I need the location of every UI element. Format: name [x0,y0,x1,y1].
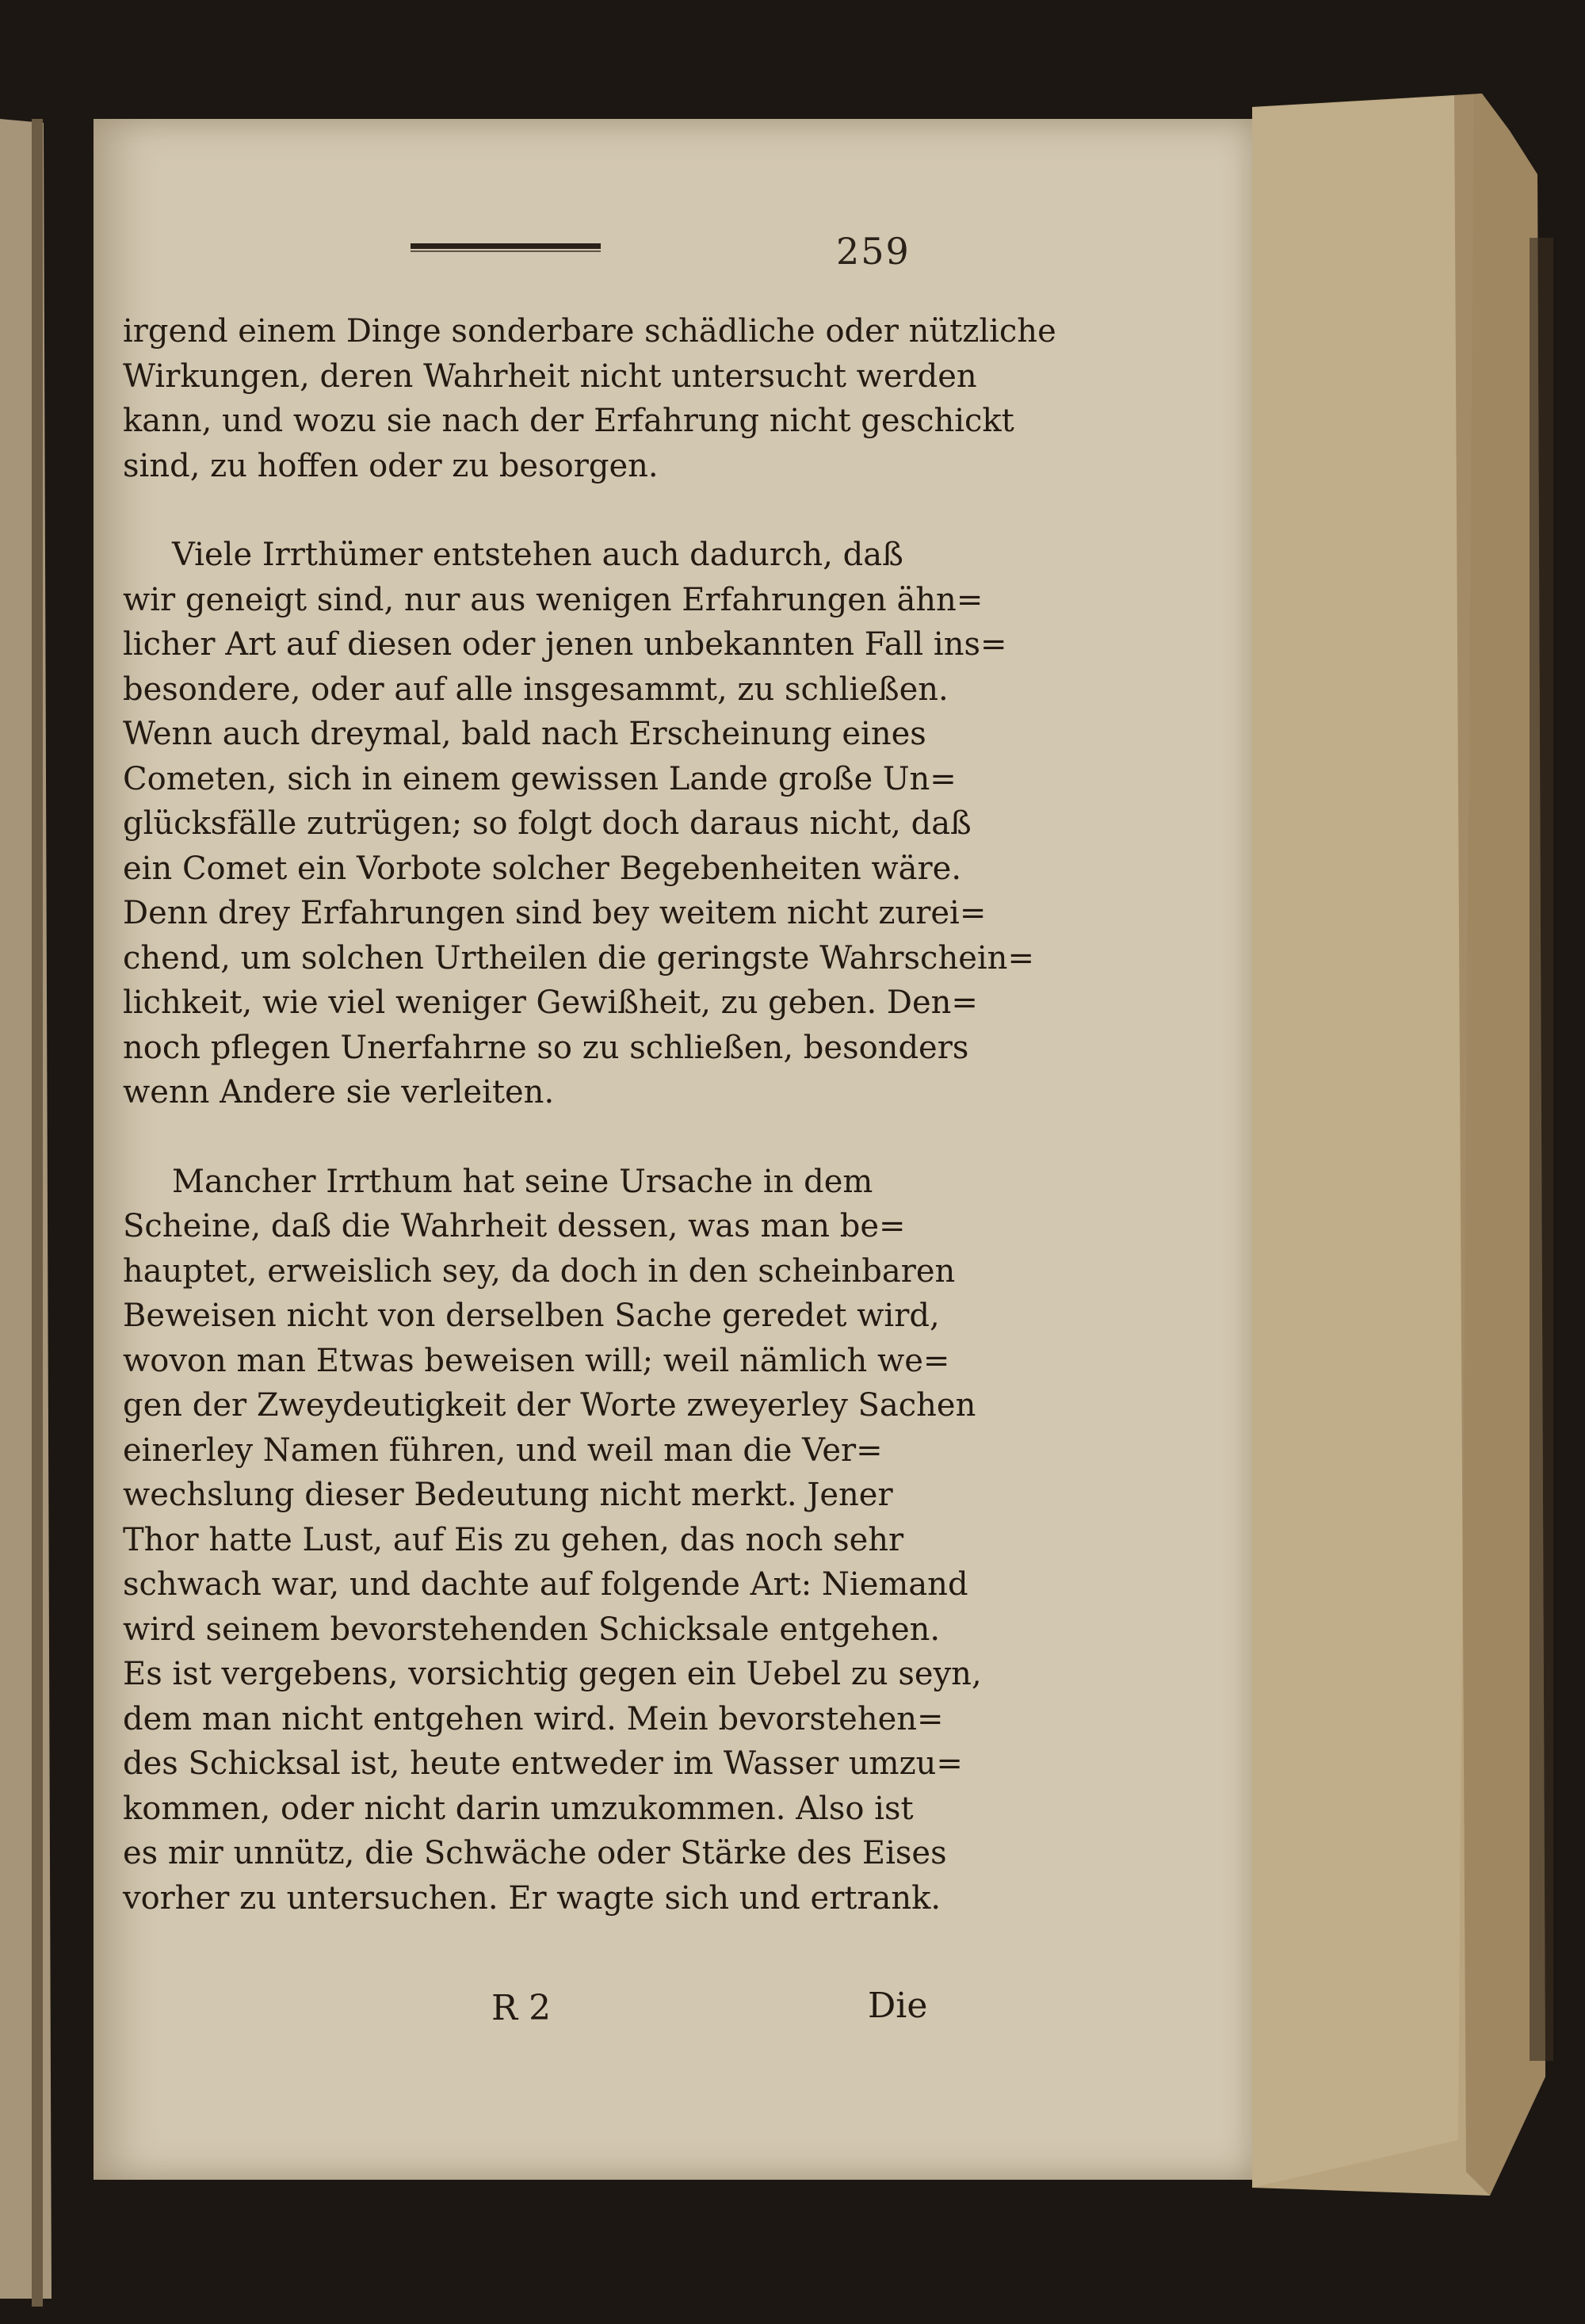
left-page-edge [0,119,52,2299]
text-line: Scheine, daß die Wahrheit dessen, was man be= [123,1208,906,1244]
text-line: hauptet, erweislich sey, da doch in den scheinbaren [123,1252,956,1290]
text-line: chend, um solchen Urtheilen die geringste Wahrschein= [123,939,1034,977]
text-line: Es ist vergebens, vorsichtig gegen ein Uebel zu seyn, [123,1656,982,1692]
text-line: ein Comet ein Vorbote solcher Begebenheiten wäre. [123,850,962,887]
text-line: Wenn auch dreymal, bald nach Erscheinung eines [123,716,926,752]
text-line: Thor hatte Lust, auf Eis zu gehen, das noch sehr [123,1521,904,1558]
text-line: des Schicksal ist, heute entweder im Wasser umzu= [123,1745,963,1782]
text-line: Beweisen nicht von derselben Sache geredet wird, [123,1298,940,1334]
paragraph-1 [123,309,1056,488]
text-line: gen der Zweydeutigkeit der Worte zweyerley Sachen [123,1387,976,1424]
text-line: Mancher Irrthum hat seine Ursache in dem [172,1163,873,1200]
text-line: Viele Irrthümer entstehen auch dadurch, daß [172,537,903,573]
text-line: es mir unnütz, die Schwäche oder Stärke des Eises [123,1835,947,1871]
text-line: licher Art auf diesen oder jenen unbekannten Fall ins= [123,626,1007,663]
catchword: Die [868,1986,928,2026]
text-line: wird seinem bevorstehenden Schicksale entgehen. [123,1611,941,1648]
paragraph-2 [123,533,1034,1115]
text-line: lichkeit, wie viel weniger Gewißheit, zu geben. Den= [123,984,978,1021]
page-number: 259 [836,230,911,273]
text-line: irgend einem Dinge sonderbare schädliche oder nützliche [123,313,1056,350]
paragraph-3 [123,1160,982,1921]
text-line: wechslung dieser Bedeutung nicht merkt. Jener [123,1477,893,1513]
text-line: wenn Andere sie verleiten. [123,1074,555,1110]
text-line: wovon man Etwas beweisen will; weil nämlich we= [123,1342,950,1379]
text-line: Wirkungen, deren Wahrheit nicht untersucht werden [123,357,977,395]
running-header-rule [411,242,601,253]
text-line: wir geneigt sind, nur aus wenigen Erfahrungen ähn= [123,581,983,618]
printer-signature-mark: R 2 [491,1988,552,2028]
text-line: glücksfälle zutrügen; so folgt doch daraus nicht, daß [123,805,972,842]
text-line: kann, und wozu sie nach der Erfahrung nicht geschickt [123,403,1014,439]
text-line: schwach war, und dachte auf folgende Art: Niemand [123,1566,968,1603]
text-line: noch pflegen Unerfahrne so zu schließen, besonders [123,1029,969,1066]
text-line: vorher zu untersuchen. Er wagte sich und ertrank. [123,1879,941,1917]
text-line: dem man nicht entgehen wird. Mein bevorstehen= [123,1700,944,1737]
text-line: Denn drey Erfahrungen sind bey weitem nicht zurei= [123,895,987,931]
text-line: Cometen, sich in einem gewissen Lande große Un= [123,760,957,797]
text-line: einerley Namen führen, und weil man die Ver= [123,1431,883,1469]
text-line: kommen, oder nicht darin umzukommen. Also ist [123,1790,914,1827]
text-line: besondere, oder auf alle insgesammt, zu schließen. [123,671,949,708]
text-line: sind, zu hoffen oder zu besorgen. [123,447,659,484]
body-text [123,309,1056,1921]
